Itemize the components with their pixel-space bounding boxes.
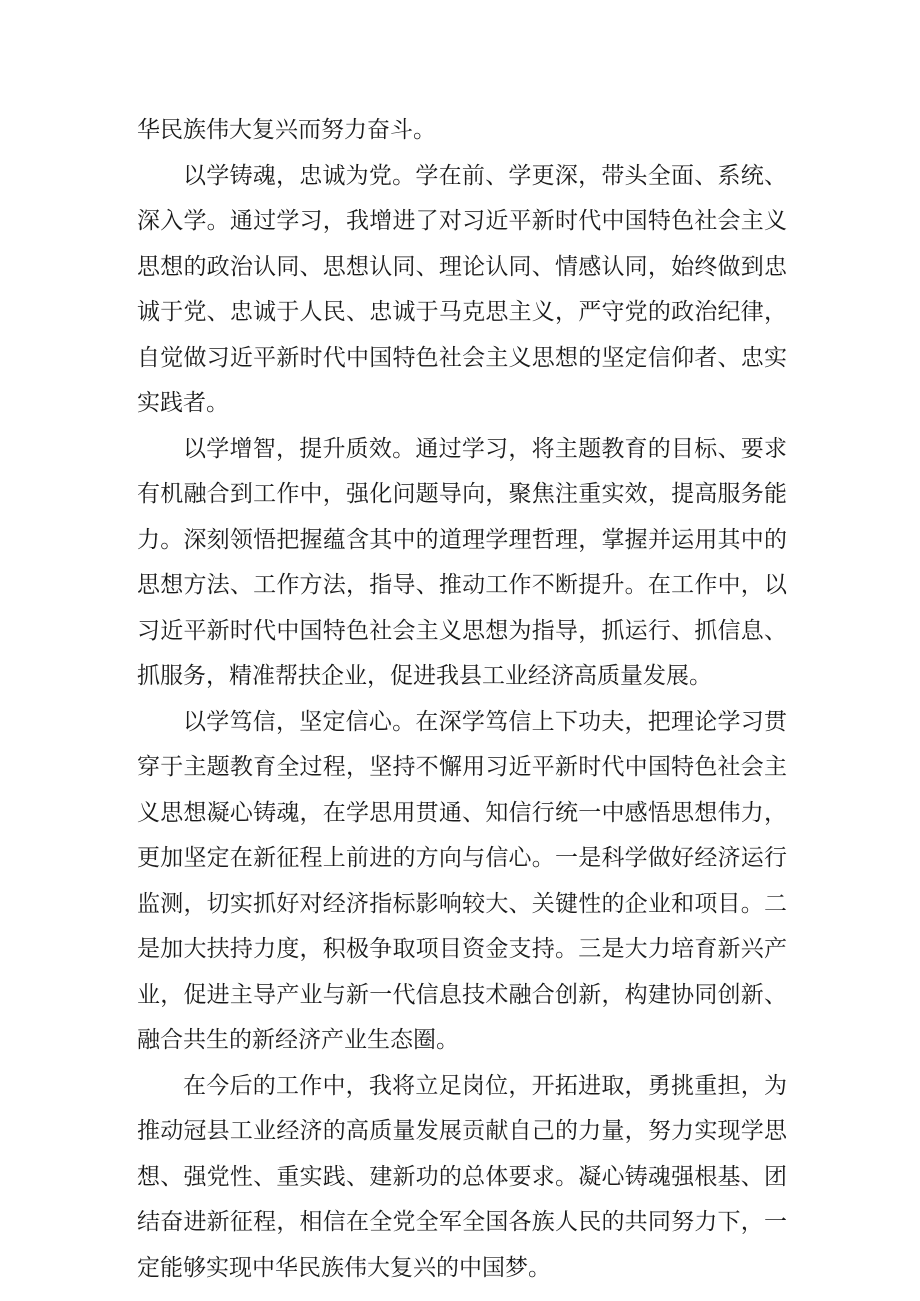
paragraph-wisdom: 以学增智，提升质效。通过学习，将主题教育的目标、要求有机融合到工作中，强化问题导向，聚焦注重实效，提高服务能力。深刻领悟把握蕴含其中的道理学理哲理，掌握并运用其中的思想方法、工作方法，指导、推动工作不断提升。在工作中，以习近平新时代中国特色社会主义思想为指导，抓运行、抓信息、抓服务，精准帮扶企业，促进我县工业经济高质量发展。 — [137, 435, 787, 689]
paragraph-conclusion: 在今后的工作中，我将立足岗位，开拓进取，勇挑重担，为推动冠县工业经济的高质量发展贡献自己的力量，努力实现学思想、强党性、重实践、建新功的总体要求。凝心铸魂强根基、团结奋进新征程，相信在全党全军全国各族人民的共同努力下，一定能够实现中华民族伟大复兴的中国梦。 — [137, 1072, 787, 1281]
paragraph-continuation: 华民族伟大复兴而努力奋斗。 — [137, 117, 436, 143]
paragraph-loyalty: 以学铸魂，忠诚为党。学在前、学更深，带头全面、系统、深入学。通过学习，我增进了对习近平新时代中国特色社会主义思想的政治认同、思想认同、理论认同、情感认同，始终做到忠诚于党、忠诚于人民、忠诚于马克思主义，严守党的政治纪律，自觉做习近平新时代中国特色社会主义思想的坚定信仰者、忠实实践者。 — [137, 162, 787, 416]
document-body — [137, 108, 787, 1291]
paragraph-faith: 以学笃信，坚定信心。在深学笃信上下功夫，把理论学习贯穿于主题教育全过程，坚持不懈用习近平新时代中国特色社会主义思想凝心铸魂，在学思用贯通、知信行统一中感悟思想伟力，更加坚定在新征程上前进的方向与信心。一是科学做好经济运行监测，切实抓好对经济指标影响较大、关键性的企业和项目。二是加大扶持力度，积极争取项目资金支持。三是大力培育新兴产业，促进主导产业与新一代信息技术融合创新，构建协同创新、融合共生的新经济产业生态圈。 — [137, 708, 787, 1053]
